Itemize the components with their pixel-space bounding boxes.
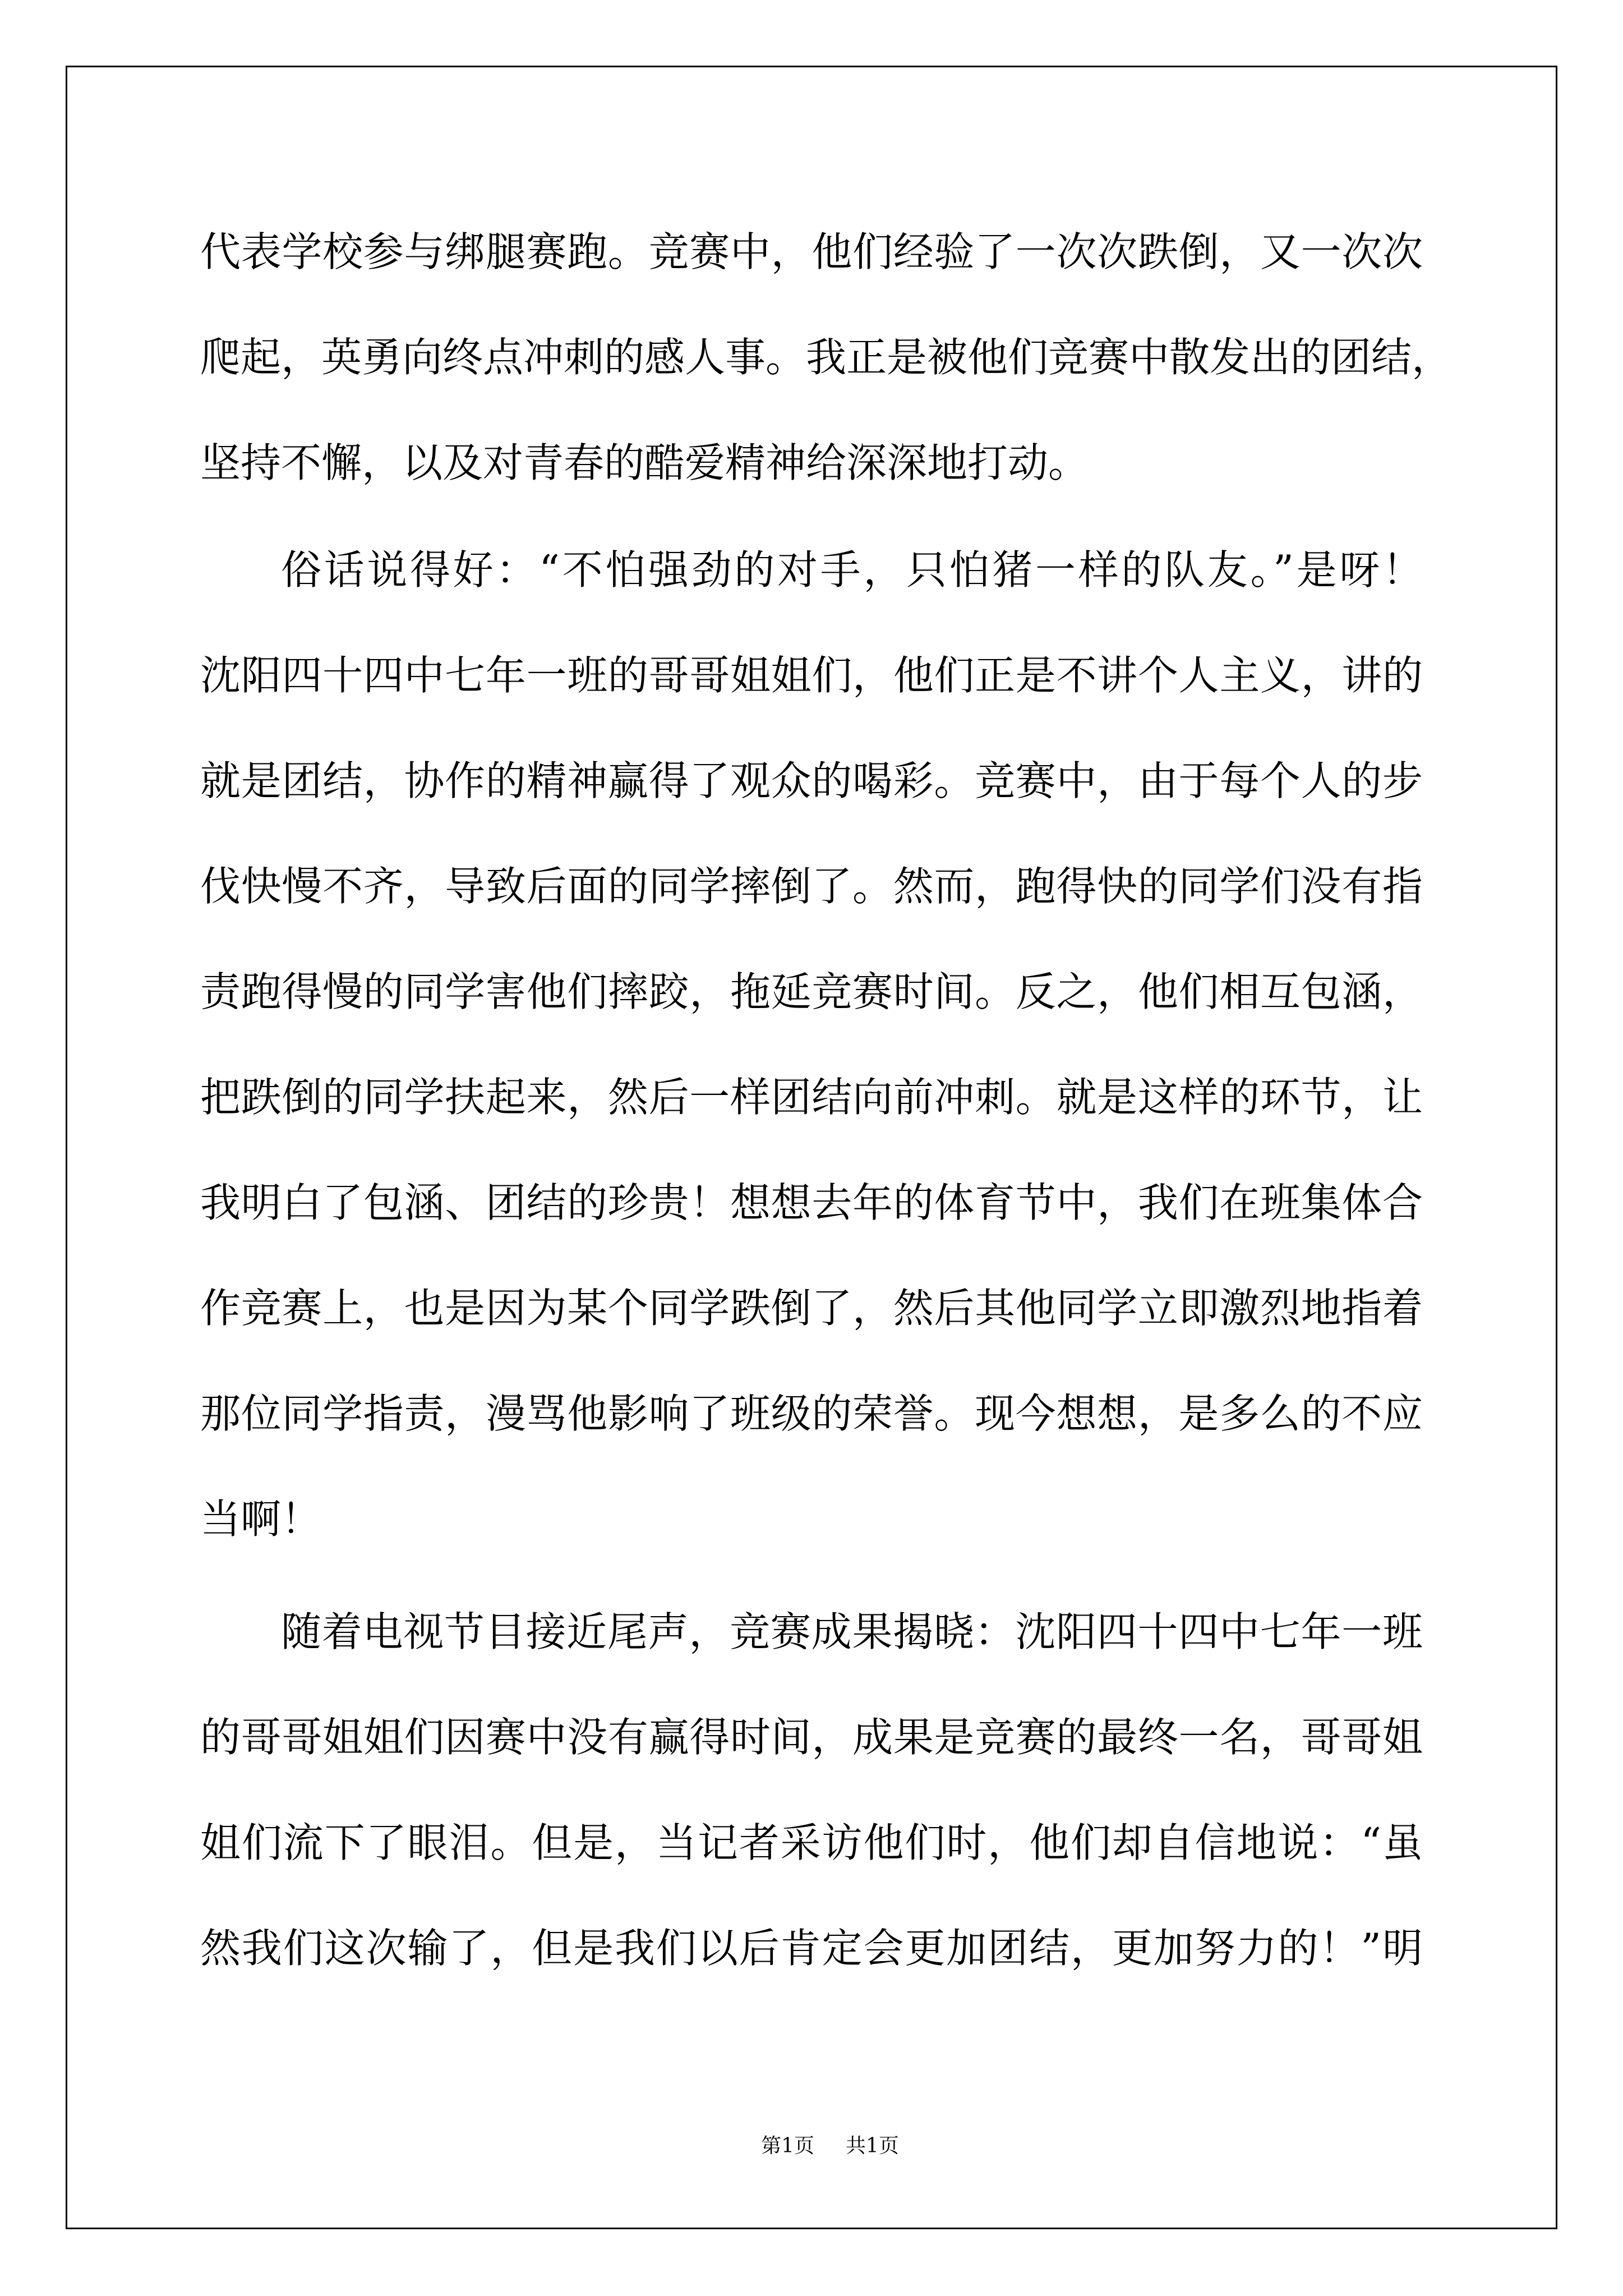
text-line: 把跌倒的同学扶起来，然后一样团结向前冲刺。就是这样的环节，让 [200, 1074, 1423, 1121]
page-footer [662, 2132, 998, 2160]
paragraph [200, 199, 1453, 516]
text-line: 俗话说得好：“不怕强劲的对手，只怕猪一样的队友。”是呀！ [281, 546, 1423, 593]
text-line: 代表学校参与绑腿赛跑。竞赛中，他们经验了一次次跌倒，又一次次 [200, 228, 1423, 275]
text-line: 然我们这次输了，但是我们以后肯定会更加团结，更加努力的！”明 [200, 1925, 1423, 1972]
text-line: 作竞赛上，也是因为某个同学跌倒了，然后其他同学立即激烈地指着 [200, 1285, 1423, 1332]
text-line: 那位同学指责，漫骂他影响了班级的荣誉。现今想想，是多么的不应 [200, 1390, 1423, 1437]
text-line: 随着电视节目接近尾声，竞赛成果揭晓：沈阳四十四中七年一班 [281, 1608, 1423, 1655]
page-total: 共1页 [846, 2134, 899, 2157]
text-line: 责跑得慢的同学害他们摔跤，拖延竞赛时间。反之，他们相互包涵， [200, 968, 1423, 1015]
text-line: 我明白了包涵、团结的珍贵！想想去年的体育节中，我们在班集体合 [200, 1179, 1423, 1226]
paragraph [200, 1579, 1423, 2001]
text-line: 爬起，英勇向终点冲刺的感人事。我正是被他们竞赛中散发出的团结， [200, 334, 1453, 381]
text-line: 当啊！ [200, 1496, 322, 1543]
document-body [200, 199, 1453, 2001]
text-line: 伐快慢不齐，导致后面的同学摔倒了。然而，跑得快的同学们没有指 [200, 863, 1423, 910]
text-line: 就是团结，协作的精神赢得了观众的喝彩。竞赛中，由于每个人的步 [200, 757, 1423, 804]
page-number: 第1页 [761, 2134, 814, 2157]
text-line: 沈阳四十四中七年一班的哥哥姐姐们，他们正是不讲个人主义，讲的 [200, 652, 1423, 699]
text-line: 姐们流下了眼泪。但是，当记者采访他们时，他们却自信地说：“虽 [200, 1819, 1423, 1866]
text-line: 的哥哥姐姐们因赛中没有赢得时间，成果是竞赛的最终一名，哥哥姐 [200, 1714, 1423, 1761]
paragraph [200, 517, 1423, 1572]
text-line: 坚持不懈，以及对青春的酷爱精神给深深地打动。 [200, 439, 1089, 486]
